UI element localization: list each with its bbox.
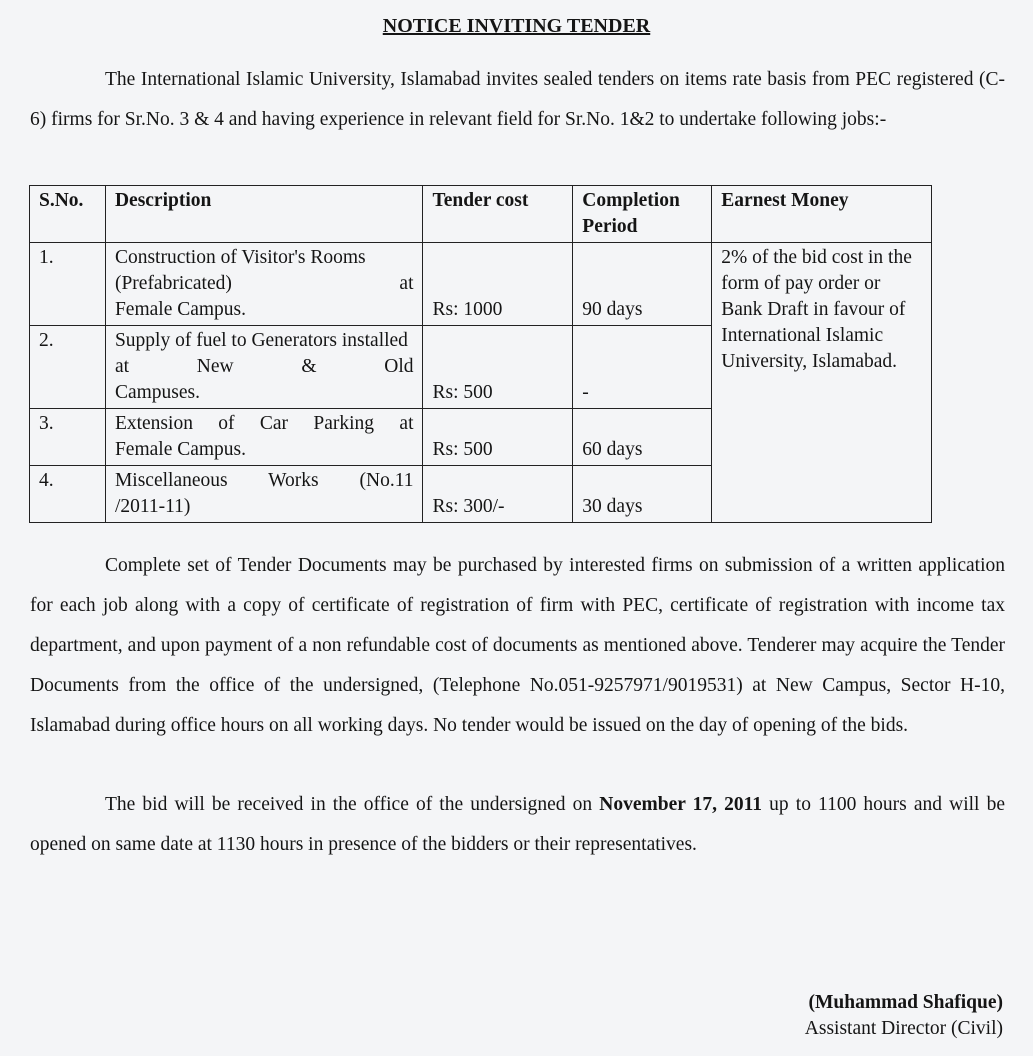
cell-completion-period: 60 days: [573, 409, 712, 466]
cell-tender-cost: Rs: 1000: [423, 243, 573, 326]
cell-completion-period: 90 days: [573, 243, 712, 326]
bid-date: November 17, 2011: [599, 794, 763, 815]
signatory-designation: Assistant Director (Civil): [804, 1018, 1003, 1039]
bid-paragraph: The bid will be received in the office of the undersigned on November 17, 2011 up to 1100 hours and will be opened on same date at 1130 hours in presence of the bidders or their representatives.: [30, 794, 1005, 855]
cell-description: Miscellaneous Works (No.11 /2011-11): [105, 466, 423, 523]
cell-earnest-money: 2% of the bid cost in the form of pay order or Bank Draft in favour of International Islamic University, Islamabad.: [712, 243, 932, 523]
signature-block: [805, 990, 1003, 1042]
cell-tender-cost: Rs: 300/-: [423, 466, 573, 523]
signatory-name: (Muhammad Shafique): [808, 992, 1003, 1013]
header-completion-period: Completion Period: [573, 186, 712, 243]
header-description: Description: [105, 186, 423, 243]
table-header-row: [30, 186, 932, 243]
cell-sno: 2.: [30, 326, 106, 409]
cell-completion-period: 30 days: [573, 466, 712, 523]
documents-paragraph: Complete set of Tender Documents may be purchased by interested firms on submission of a written application for each job along with a copy of certificate of registration of firm with PEC, certificate of registration with income tax department, and upon payment of a non refundable cost of documents as mentioned above. Tenderer may acquire the Tender Documents from the office of the undersigned, (Telephone No.051-9257971/9019531) at New Campus, Sector H-10, Islamabad during office hours on all working days. No tender would be issued on the day of opening of the bids.: [30, 555, 1005, 736]
cell-completion-period: -: [573, 326, 712, 409]
cell-sno: 4.: [30, 466, 106, 523]
header-tender-cost: Tender cost: [423, 186, 573, 243]
tender-table: [29, 185, 932, 523]
notice-title: NOTICE INVITING TENDER: [382, 15, 651, 37]
cell-sno: 3.: [30, 409, 106, 466]
cell-description: Extension of Car Parking at Female Campus.: [105, 409, 423, 466]
header-earnest-money: Earnest Money: [712, 186, 932, 243]
cell-tender-cost: Rs: 500: [423, 409, 573, 466]
intro-paragraph: The International Islamic University, Islamabad invites sealed tenders on items rate basis from PEC registered (C-6) firms for Sr.No. 3 & 4 and having experience in relevant field for Sr.No. 1&2 to undertake following jobs:-: [30, 69, 1005, 130]
cell-sno: 1.: [30, 243, 106, 326]
cell-description: Supply of fuel to Generators installed at New & Old Campuses.: [105, 326, 423, 409]
header-sno: S.No.: [30, 186, 106, 243]
cell-description: Construction of Visitor's Rooms (Prefabricated) at Female Campus.: [105, 243, 423, 326]
table-row: [30, 243, 932, 326]
cell-tender-cost: Rs: 500: [423, 326, 573, 409]
